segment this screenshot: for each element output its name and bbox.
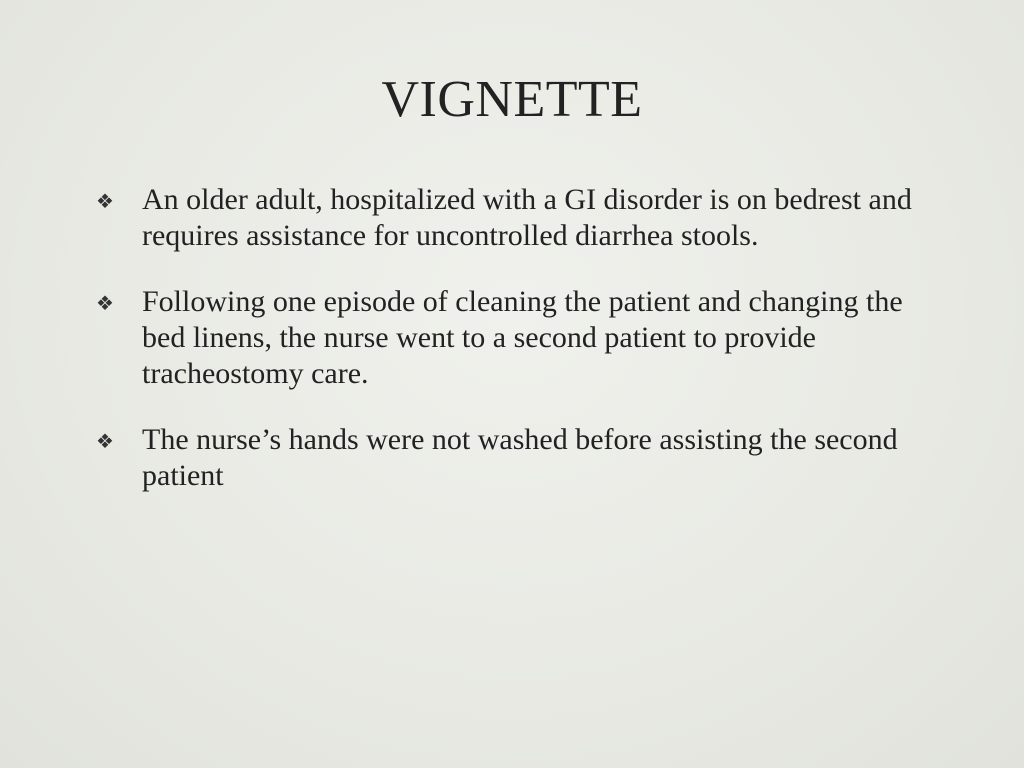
bullet-item (96, 284, 916, 392)
bullet-text: An older adult, hospitalized with a GI disorder is on bedrest and requires assistance for uncontrolled diarrhea stools. (142, 183, 912, 252)
bullet-text: Following one episode of cleaning the patient and changing the bed linens, the nurse went to a second patient to provide tracheostomy care. (142, 285, 903, 390)
diamond-bullet-icon: ❖ (96, 189, 114, 213)
bullet-item (96, 182, 916, 254)
diamond-bullet-icon: ❖ (96, 429, 114, 453)
diamond-bullet-icon: ❖ (96, 291, 114, 315)
bullet-item (96, 422, 916, 494)
bullet-list (96, 182, 916, 524)
slide-title: VIGNETTE (381, 71, 643, 128)
bullet-text: The nurse’s hands were not washed before assisting the second patient (142, 423, 898, 492)
